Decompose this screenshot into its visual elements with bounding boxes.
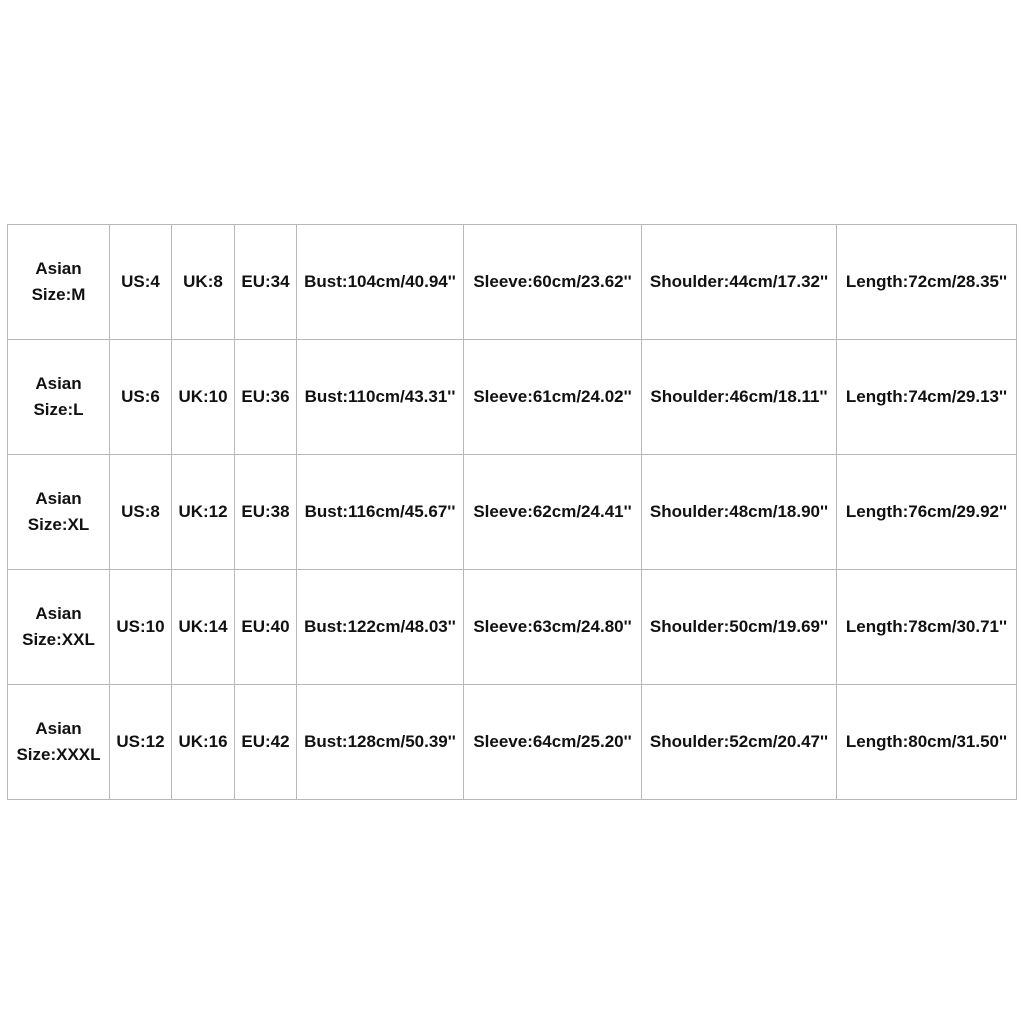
- size-label: Size:XL: [27, 515, 90, 534]
- table-row: [8, 225, 1017, 340]
- length-cell: Length:80cm/31.50'': [837, 685, 1017, 800]
- us-size-cell: US:6: [110, 340, 172, 455]
- bust-cell: Bust:128cm/50.39'': [297, 685, 464, 800]
- length-cell: Length:72cm/28.35'': [837, 225, 1017, 340]
- shoulder-cell: Shoulder:46cm/18.11'': [642, 340, 837, 455]
- sleeve-cell: Sleeve:63cm/24.80'': [464, 570, 642, 685]
- eu-size-cell: EU:38: [235, 455, 297, 570]
- asian-label: Asian: [35, 604, 82, 623]
- asian-label: Asian: [35, 489, 82, 508]
- us-size-cell: US:4: [110, 225, 172, 340]
- table-row: [8, 340, 1017, 455]
- table-row: [8, 570, 1017, 685]
- size-label: Size:XXXL: [16, 745, 101, 764]
- size-label: Size:L: [33, 400, 84, 419]
- asian-size-cell: [8, 685, 110, 800]
- uk-size-cell: UK:8: [172, 225, 235, 340]
- eu-size-cell: EU:36: [235, 340, 297, 455]
- asian-label: Asian: [35, 374, 82, 393]
- uk-size-cell: UK:16: [172, 685, 235, 800]
- table-row: [8, 685, 1017, 800]
- us-size-cell: US:8: [110, 455, 172, 570]
- size-label: Size:M: [31, 285, 86, 304]
- sleeve-cell: Sleeve:61cm/24.02'': [464, 340, 642, 455]
- eu-size-cell: EU:42: [235, 685, 297, 800]
- bust-cell: Bust:110cm/43.31'': [297, 340, 464, 455]
- bust-cell: Bust:116cm/45.67'': [297, 455, 464, 570]
- bust-cell: Bust:122cm/48.03'': [297, 570, 464, 685]
- length-cell: Length:76cm/29.92'': [837, 455, 1017, 570]
- shoulder-cell: Shoulder:52cm/20.47'': [642, 685, 837, 800]
- asian-size-cell: [8, 570, 110, 685]
- eu-size-cell: EU:34: [235, 225, 297, 340]
- size-label: Size:XXL: [22, 630, 95, 649]
- table-row: [8, 455, 1017, 570]
- asian-label: Asian: [35, 259, 82, 278]
- asian-size-cell: [8, 340, 110, 455]
- us-size-cell: US:10: [110, 570, 172, 685]
- shoulder-cell: Shoulder:50cm/19.69'': [642, 570, 837, 685]
- bust-cell: Bust:104cm/40.94'': [297, 225, 464, 340]
- us-size-cell: US:12: [110, 685, 172, 800]
- size-chart-table: [7, 224, 1017, 800]
- sleeve-cell: Sleeve:60cm/23.62'': [464, 225, 642, 340]
- sleeve-cell: Sleeve:62cm/24.41'': [464, 455, 642, 570]
- asian-size-cell: [8, 225, 110, 340]
- uk-size-cell: UK:12: [172, 455, 235, 570]
- shoulder-cell: Shoulder:44cm/17.32'': [642, 225, 837, 340]
- uk-size-cell: UK:14: [172, 570, 235, 685]
- asian-label: Asian: [35, 719, 82, 738]
- asian-size-cell: [8, 455, 110, 570]
- length-cell: Length:78cm/30.71'': [837, 570, 1017, 685]
- uk-size-cell: UK:10: [172, 340, 235, 455]
- shoulder-cell: Shoulder:48cm/18.90'': [642, 455, 837, 570]
- length-cell: Length:74cm/29.13'': [837, 340, 1017, 455]
- eu-size-cell: EU:40: [235, 570, 297, 685]
- sleeve-cell: Sleeve:64cm/25.20'': [464, 685, 642, 800]
